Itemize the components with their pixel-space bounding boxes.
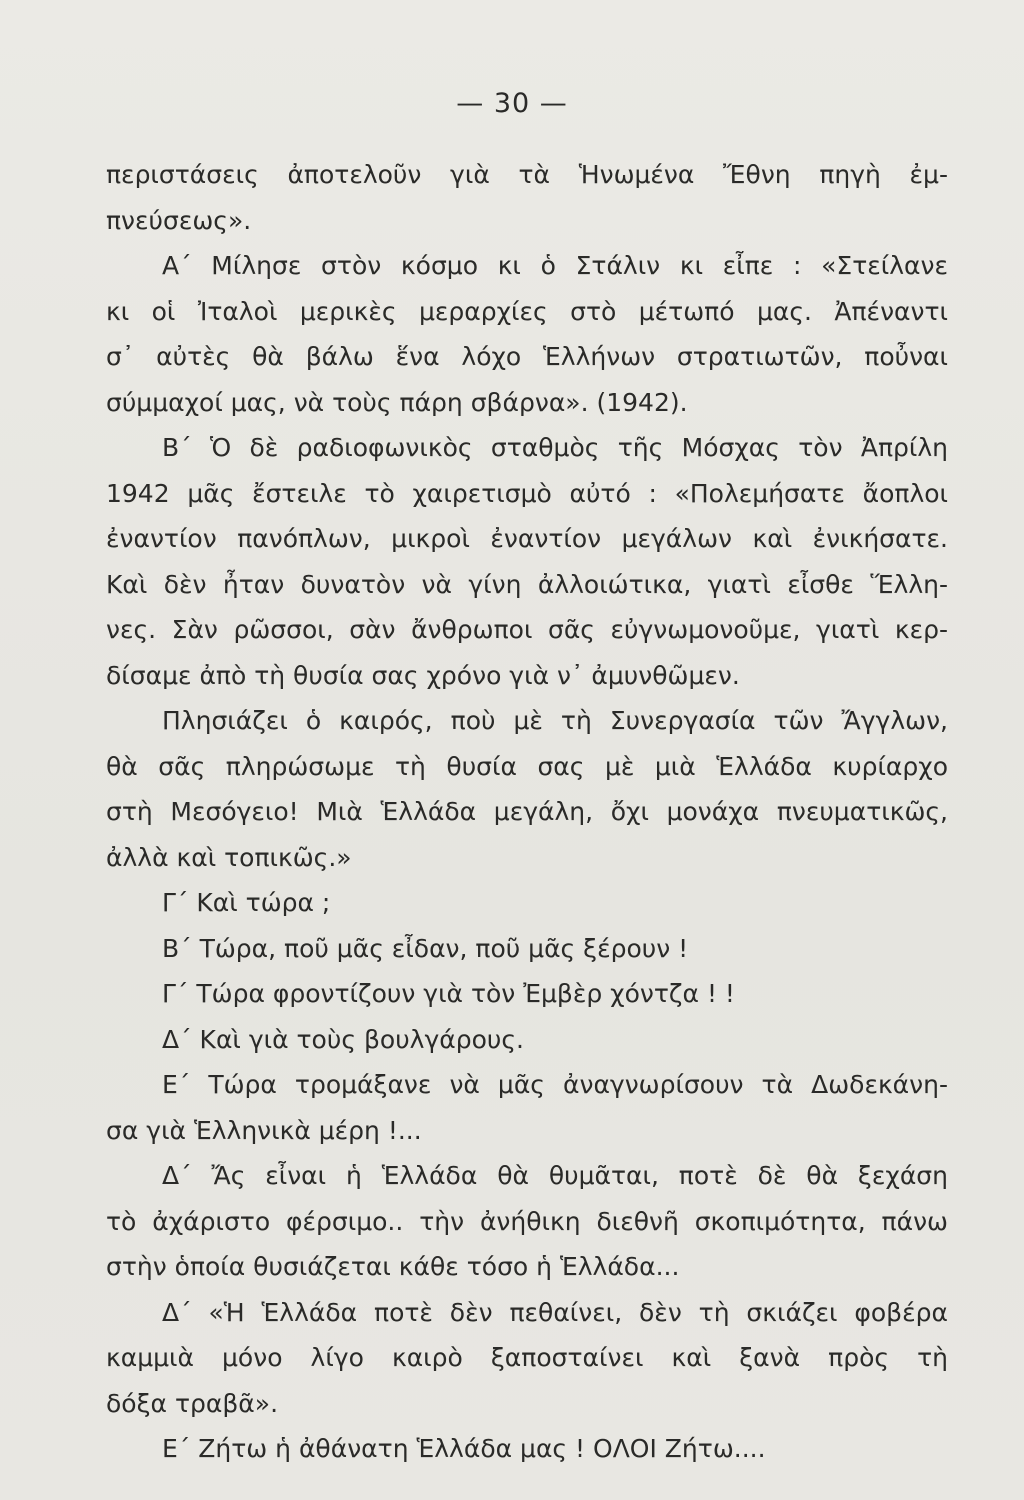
text-line: δίσαμε ἀπὸ τὴ θυσία σας χρόνο γιὰ ν᾽ ἀμυνθῶμεν. xyxy=(106,660,740,690)
text-line: Δ΄ Καὶ γιὰ τοὺς βουλγάρους. xyxy=(162,1024,524,1054)
page-number: — 30 — xyxy=(456,88,568,119)
text-line: Δ΄ «Ἡ Ἑλλάδα ποτὲ δὲν πεθαίνει, δὲν τὴ σκιάζει φοβέρα xyxy=(162,1297,948,1327)
text-line: τὸ ἀχάριστο φέρσιμο.. τὴν ἀνήθικη διεθνῆ σκοπιμότητα, πάνω xyxy=(106,1206,948,1236)
text-line: σα γιὰ Ἑλληνικὰ μέρη !... xyxy=(106,1115,422,1145)
text-line: θὰ σᾶς πληρώσωμε τὴ θυσία σας μὲ μιὰ Ἑλλάδα κυρίαρχο xyxy=(106,751,948,781)
text-line: Γ΄ Καὶ τώρα ; xyxy=(162,888,331,917)
body-text xyxy=(106,152,948,1472)
text-line: Β΄ Ὁ δὲ ραδιοφωνικὸς σταθμὸς τῆς Μόσχας τὸν Ἀπρίλη xyxy=(162,433,948,462)
text-line: σύμμαχοί μας, νὰ τοὺς πάρη σβάρνα». (1942). xyxy=(106,387,688,417)
text-line: Γ΄ Τώρα φροντίζουν γιὰ τὸν Ἐμβὲρ χόντζα ! ! xyxy=(162,979,735,1008)
text-line: Πλησιάζει ὁ καιρός, ποὺ μὲ τὴ Συνεργασία τῶν Ἄγγλων, xyxy=(162,706,948,735)
text-line: νες. Σὰν ρῶσσοι, σὰν ἄνθρωποι σᾶς εὐγνωμονοῦμε, γιατὶ κερ- xyxy=(106,615,948,644)
text-line: στὴ Μεσόγειο! Μιὰ Ἑλλάδα μεγάλη, ὄχι μονάχα πνευματικῶς, xyxy=(106,797,948,826)
text-line: στὴν ὁποία θυσιάζεται κάθε τόσο ἡ Ἑλλάδα... xyxy=(106,1252,680,1281)
text-line: Β΄ Τώρα, ποῦ μᾶς εἶδαν, ποῦ μᾶς ξέρουν ! xyxy=(162,933,689,963)
text-line: ἀλλὰ καὶ τοπικῶς.» xyxy=(106,842,352,872)
text-line: σ᾽ αὐτὲς θὰ βάλω ἕνα λόχο Ἑλλήνων στρατιωτῶν, ποὖναι xyxy=(106,342,948,371)
text-line: Δ΄ Ἄς εἶναι ἡ Ἑλλάδα θὰ θυμᾶται, ποτὲ δὲ θὰ ξεχάση xyxy=(162,1161,948,1190)
text-line: πνεύσεως». xyxy=(106,205,252,235)
text-line: ἐναντίον πανόπλων, μικροὶ ἐναντίον μεγάλων καὶ ἐνικήσατε. xyxy=(106,524,948,553)
text-line: δόξα τραβᾶ». xyxy=(106,1388,279,1418)
text-line: 1942 μᾶς ἔστειλε τὸ χαιρετισμὸ αὐτό : «Πολεμήσατε ἄοπλοι xyxy=(106,478,948,508)
text-line: κι οἱ Ἰταλοὶ μερικὲς μεραρχίες στὸ μέτωπό μας. Ἀπέναντι xyxy=(106,296,948,326)
text-line: Ε΄ Ζήτω ἡ ἀθάνατη Ἑλλάδα μας ! ΟΛΟΙ Ζήτω.... xyxy=(162,1434,766,1463)
text-line: Α΄ Μίλησε στὸν κόσμο κι ὁ Στάλιν κι εἶπε : «Στείλανε xyxy=(162,251,948,280)
text-line: Ε΄ Τώρα τρομάξανε νὰ μᾶς ἀναγνωρίσουν τὰ Δωδεκάνη- xyxy=(162,1070,948,1099)
text-line: περιστάσεις ἀποτελοῦν γιὰ τὰ Ἡνωμένα Ἔθνη πηγὴ ἐμ- xyxy=(106,160,948,189)
text-line: καμμιὰ μόνο λίγο καιρὸ ξαποσταίνει καὶ ξανὰ πρὸς τὴ xyxy=(106,1343,948,1372)
text-line: Καὶ δὲν ἦταν δυνατὸν νὰ γίνη ἀλλοιώτικα, γιατὶ εἶσθε Ἕλλη- xyxy=(106,569,948,599)
